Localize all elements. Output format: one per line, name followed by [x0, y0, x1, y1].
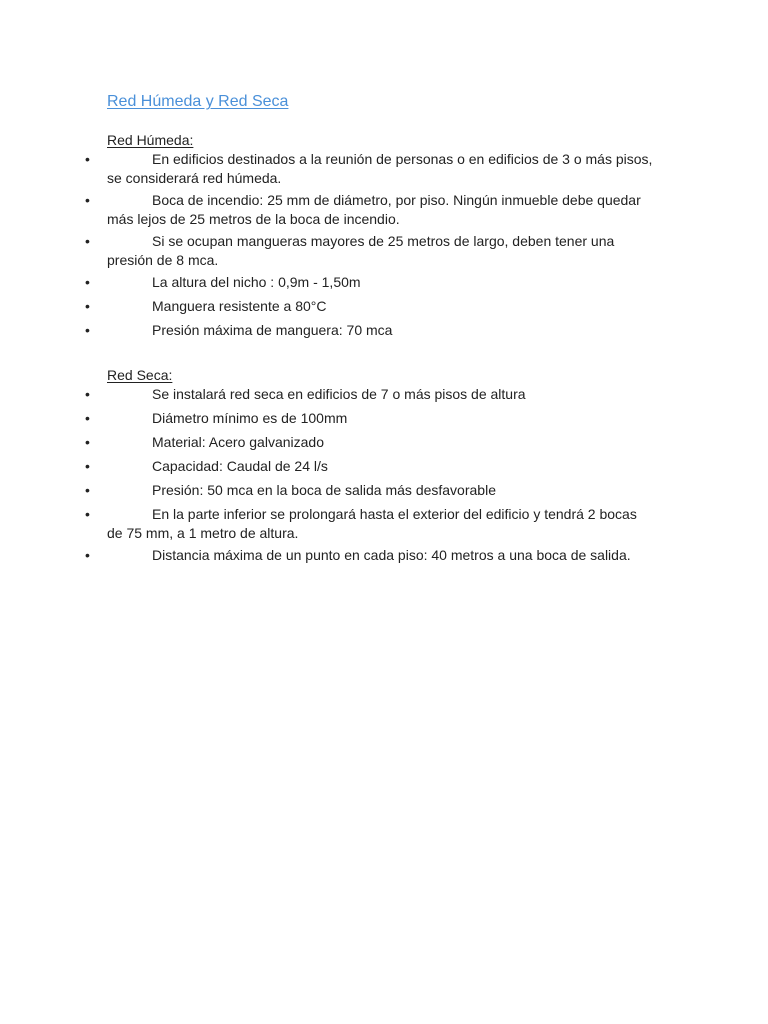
bullet-icon: •: [85, 274, 90, 290]
list-item-text: Si se ocupan mangueras mayores de 25 metros de largo, deben tener una presión de 8 mca.: [107, 233, 615, 268]
list-item: [0, 321, 768, 340]
list-item-text: Manguera resistente a 80°C: [152, 298, 327, 314]
bullet-list: [0, 385, 768, 565]
list-item-text: Material: Acero galvanizado: [152, 434, 324, 450]
bullet-icon: •: [85, 547, 90, 563]
list-item: [0, 150, 768, 188]
bullet-icon: •: [85, 506, 90, 522]
list-item-text: Diámetro mínimo es de 100mm: [152, 410, 348, 426]
bullet-list: [0, 150, 768, 340]
bullet-icon: •: [85, 386, 90, 402]
list-item: [0, 505, 768, 543]
bullet-icon: •: [85, 298, 90, 314]
bullet-icon: •: [85, 322, 90, 338]
list-item-text: Boca de incendio: 25 mm de diámetro, por piso. Ningún inmueble debe quedar más lejos de 25 metros de la boca de incendio.: [107, 192, 641, 227]
list-item: [0, 409, 768, 428]
list-item: [0, 191, 768, 229]
bullet-icon: •: [85, 410, 90, 426]
list-item: [0, 457, 768, 476]
list-item-text: En edificios destinados a la reunión de personas o en edificios de 3 o más pisos, se considerará red húmeda.: [107, 151, 653, 186]
bullet-icon: •: [85, 233, 90, 249]
list-item: [0, 481, 768, 500]
list-item-text: Capacidad: Caudal de 24 l/s: [152, 458, 328, 474]
bullet-icon: •: [85, 192, 90, 208]
bullet-icon: •: [85, 151, 90, 167]
list-item-text: Presión: 50 mca en la boca de salida más desfavorable: [152, 482, 496, 498]
list-item: [0, 433, 768, 452]
list-item: [0, 232, 768, 270]
bullet-icon: •: [85, 482, 90, 498]
bullet-icon: •: [85, 458, 90, 474]
list-item: [0, 297, 768, 316]
list-item-text: La altura del nicho : 0,9m - 1,50m: [152, 274, 361, 290]
list-item-text: Distancia máxima de un punto en cada piso: 40 metros a una boca de salida.: [152, 547, 631, 563]
list-item-text: Presión máxima de manguera: 70 mca: [152, 322, 393, 338]
section-heading: Red Seca:: [107, 367, 173, 383]
section-heading: Red Húmeda:: [107, 132, 194, 148]
document-title[interactable]: Red Húmeda y Red Seca: [107, 93, 289, 110]
list-item: [0, 546, 768, 565]
list-item-text: Se instalará red seca en edificios de 7 o más pisos de altura: [152, 386, 526, 402]
list-item: [0, 273, 768, 292]
list-item-text: En la parte inferior se prolongará hasta el exterior del edificio y tendrá 2 bocas de 75 mm, a 1 metro de altura.: [107, 506, 637, 541]
bullet-icon: •: [85, 434, 90, 450]
list-item: [0, 385, 768, 404]
